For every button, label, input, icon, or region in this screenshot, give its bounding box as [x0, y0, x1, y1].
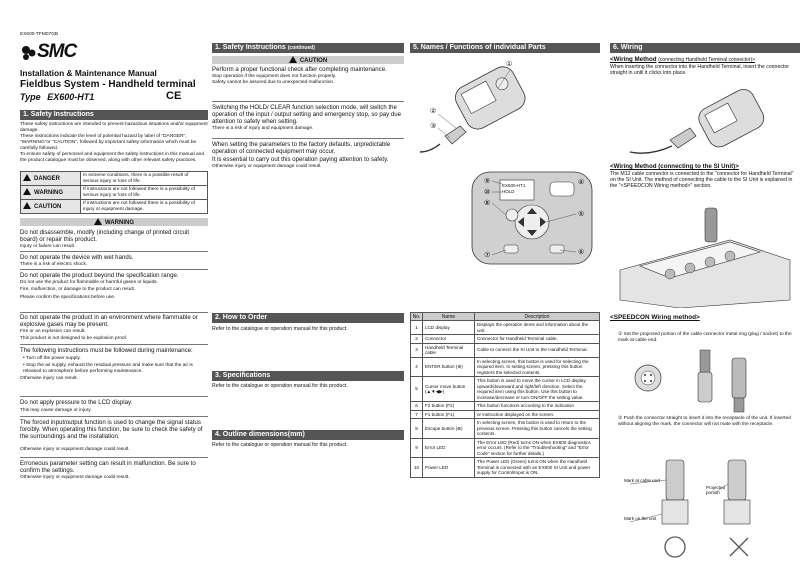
w8-main: Erroneous parameter setting can result in malfunction. Be sure to confirm the settings.: [20, 460, 196, 474]
divider: [212, 101, 404, 102]
w6-main: Do not apply pressure to the LCD display.: [20, 399, 133, 406]
w5-main: The following instructions must be followed during maintenance:: [20, 347, 193, 354]
wiring-method-2-text: The M12 cable connector is connected to the "connector for Handheld Terminal" on the SI Unit. The method of connecting the cable to the SI Unit is explained in the "<SPEEDCON Wiring method>" section.: [610, 171, 794, 190]
sec1-cont-label: 1. Safety Instructions: [215, 44, 286, 51]
parts-table-header: [411, 313, 600, 321]
c2-main: Switching the HOLD/ CLEAR function selection mode, will switch the operation of the input / output setting and emergency stop, so pay due attention to safety when setting.: [212, 104, 402, 125]
speedcon-title: [610, 314, 800, 321]
names-functions-title: 5. Names / Functions of individual Parts: [410, 43, 600, 53]
callout-8: ⑧: [484, 200, 491, 207]
callout-7: ⑦: [484, 252, 491, 259]
column-1: [20, 0, 208, 572]
title-line2: Fieldbus System - Handheld terminal: [20, 79, 196, 90]
w5-bullet-1: • Turn off the power supply.: [23, 356, 81, 361]
column-4: [610, 0, 800, 572]
ok-circle-icon: [665, 537, 685, 557]
signal-label: DANGER: [34, 176, 61, 183]
callout-6: ⑥: [578, 249, 585, 256]
speedcon-step-2: ② Push the connector straight to insert it into the receptacle of the unit. If inserted without aligning the mark, the connector will not mate with the receptacle.: [618, 416, 791, 427]
warning-triangle-icon: [23, 174, 31, 181]
safety-intro: These safety instructions are intended to prevent hazardous situations and/or equipment damage.: [20, 122, 208, 133]
w3-sub2: Fire, malfunction, or damage to the product can result.: [20, 287, 136, 292]
signal-text: In extreme conditions, there is a possible result of serious injury or loss of life.: [81, 172, 208, 186]
outline-title: 4. Outline dimensions(mm): [212, 430, 404, 440]
c1-sub2: Safety cannot be assured due to unexpected malfunction.: [212, 80, 335, 85]
title-line1: Installation & Maintenance Manual: [20, 68, 157, 78]
si-unit-figure: [610, 200, 800, 308]
connector-insert-figure: [610, 80, 800, 160]
label-mark-unit: Mark on the unit: [624, 516, 657, 521]
sec1-cont-title: [212, 43, 404, 53]
w4-sub: Fire or an explosion can result.: [20, 329, 86, 334]
table-row: 5 Cursor move button (▲▼◀▶) This button is used to move the cursor in LCD display upward/downward and right/left direction. Select the required item using this button. Use this button to increase/decrease or turn ON/OFF the setting value.: [411, 377, 600, 402]
ce-mark: CE: [166, 90, 182, 102]
th-name: Name: [423, 313, 475, 321]
how-to-order-title: 2. How to Order: [212, 313, 404, 323]
specifications-text: Refer to the catalogue or operation manual for this product.: [212, 383, 348, 389]
c3-sub: Otherwise injury or equipment damage could result.: [212, 164, 322, 169]
w8-sub: Otherwise injury or equipment damage could result.: [20, 475, 130, 480]
handheld-terminal-figure: [410, 56, 600, 156]
c2-sub: There is a risk of injury and equipment damage.: [212, 126, 314, 131]
w2-sub: There is a risk of electric shock.: [20, 262, 88, 267]
w4-main: Do not operate the product in an environment where flammable or explosive gases may be present.: [20, 314, 198, 328]
table-row: 8 Escape button (⊗) In selecting screen, this button is used to return to the previous screen. Pressing this button cancels the setting contents.: [411, 419, 600, 439]
screen-text-1: EX600-HT1: [502, 183, 526, 188]
signal-label: WARNING: [34, 190, 63, 197]
w5-bullet-2: • Stop the air supply, exhaust the residual pressure and make sure that the air is released to atmosphere before performing maintenance.: [23, 363, 193, 374]
wiring-title: 6. Wiring: [610, 43, 800, 53]
m2-title-label: <Wiring Method (connecting to the SI Unit)>: [610, 163, 739, 170]
outline-text: Refer to the catalogue or operation manual for this product.: [212, 442, 348, 448]
wiring-method-1-text: When inserting the connector into the Handheld Terminal, insert the connector straight in until it clicks into place.: [610, 64, 789, 77]
c3-main: When setting the parameters to the factory defaults, unpredictable operation of connected equipment may occur.: [212, 141, 391, 155]
table-row: 7 F1 button (F1) or instruction displayed on the screen.: [411, 410, 600, 419]
c3-main2: It is essential to carry out this operation paying attention to safety.: [212, 156, 389, 163]
m1-title-label: <Wiring Method: [610, 56, 657, 63]
w6-sub: This may cause damage or injury.: [20, 408, 92, 413]
wiring-method-1-title: [610, 56, 800, 63]
type-value: EX600-HT1: [47, 92, 95, 102]
divider: [212, 138, 404, 139]
w5-sub: Otherwise injury can result.: [20, 376, 78, 381]
w2-main: Do not operate the device with wet hands.: [20, 254, 134, 261]
warning-head: [20, 218, 208, 226]
table-row: 4 ENTER button (⊛) In selecting screen, this button is used for selecting the required item. In setting screen, pressing this button registers the selected contents.: [411, 357, 600, 377]
speedcon-step2-figure: [610, 440, 800, 565]
m1-title-small: (connecting Handheld Terminal connector)>: [658, 57, 756, 63]
c1-sub: Stop operation if the equipment does not function properly.: [212, 74, 337, 79]
warning-triangle-icon: [94, 218, 102, 225]
table-row: 1 LCD display Displays the operation items and information about the unit.: [411, 321, 600, 335]
divider: [20, 396, 208, 397]
w3-main: Do not operate the product beyond the specification range.: [20, 272, 179, 279]
sec1-title: 1. Safety Instructions: [20, 110, 208, 120]
w7-main: The forced input/output function is used to change the signal status forcibly. When operating this function, be sure to check the safety of the surroundings and the installation.: [20, 419, 203, 440]
smc-logo: [20, 42, 208, 64]
wiring-method-2-title: [610, 163, 800, 170]
warning-triangle-icon: [289, 56, 297, 63]
callout-4: ④: [578, 179, 585, 186]
th-no: No.: [411, 313, 423, 321]
signal-row-danger: [21, 172, 208, 186]
screen-text-2: HOLD: [502, 189, 515, 194]
callout-3: ③: [430, 123, 437, 130]
type-label: Type: [20, 92, 41, 102]
doc-code: EX600-TFM07GB: [20, 32, 59, 37]
signal-text: If instructions are not followed there is a possibility of serious injury or loss of life.: [81, 186, 208, 200]
caution-head: [212, 56, 404, 64]
column-3: [410, 0, 600, 572]
caution-head-label: CAUTION: [299, 58, 328, 64]
signal-text: If instructions are not followed there is a possibility of injury or equipment damage.: [81, 200, 208, 214]
signal-label: CAUTION: [34, 204, 62, 211]
specifications-title: 3. Specifications: [212, 371, 404, 381]
th-description: Description: [475, 313, 600, 321]
w4-sub2: This product is not designed to be explosion proof.: [20, 336, 128, 341]
brand-text: SMC: [37, 41, 77, 62]
signal-row-caution: [21, 200, 208, 214]
column-2: [212, 0, 404, 572]
table-row: 6 F2 button (F2) This button functions according to the indication: [411, 402, 600, 411]
signal-row-warning: [21, 186, 208, 200]
w3-sub: Do not use the product for flammable or harmful gases or liquids.: [20, 280, 158, 285]
table-row: 10 Power LED The Power LED (Green) turns ON when the Handheld Terminal is connected with an EX600 SI Unit and power supply for Control/Input is ON.: [411, 458, 600, 478]
label-mark-cable: Mark at cable end: [624, 478, 660, 483]
w7-sub: Otherwise injury or equipment damage could result.: [20, 447, 130, 452]
signal-word-table: [20, 171, 208, 214]
callout-5: ⑤: [578, 211, 585, 218]
how-to-order-text: Refer to the catalogue or operation manual for this product.: [212, 326, 348, 332]
warning-triangle-icon: [23, 202, 31, 209]
divider: [20, 457, 208, 458]
sec1-cont-small: (continued): [287, 45, 315, 51]
divider: [20, 344, 208, 345]
speedcon-step-1: ① Set the projected portion of the cable connector metal ring (plug / socket) to the mark at cable end.: [618, 332, 792, 343]
divider: [20, 269, 208, 270]
parts-table: [410, 312, 600, 478]
divider: [20, 312, 208, 313]
safety-intro-2: These instructions indicate the level of potential hazard by label of "DANGER", "WARNING"or "CAUTION", followed by important safety information which must be carefully followed.: [20, 134, 197, 151]
w1-main: Do not disassemble, modify (including change of printed circuit board) or repair this product.: [20, 229, 190, 243]
ng-symbol: [590, 0, 591, 1]
c1-main: Perform a proper functional check after completing maintenance.: [212, 66, 387, 73]
w1-sub: Injury or failure can result.: [20, 244, 76, 249]
divider: [20, 416, 208, 417]
label-projected: Projected portion: [706, 485, 726, 495]
w3-sub3: Please confirm the specifications before use.: [20, 295, 116, 300]
divider: [20, 251, 208, 252]
warning-head-label: WARNING: [105, 220, 134, 226]
ng-cross-icon: [730, 538, 748, 556]
table-row: 2 Connector Connector for Handheld Terminal cable.: [411, 335, 600, 344]
table-row: 9 Error LED The Error LED (Red) turns ON when EX600 diagnostics error occurs. (Refer to the "Troubleshooting" and "Error Code" section for further details.): [411, 438, 600, 458]
callout-1: ①: [506, 61, 513, 68]
table-row: 3 Handheld Terminal cable Cable to connect the SI Unit to the Handheld Terminal.: [411, 343, 600, 357]
callout-10: ⑩: [484, 189, 491, 196]
speedcon-step1-figure: [610, 348, 800, 414]
callout-9: ⑨: [484, 178, 491, 185]
callout-2: ②: [430, 108, 437, 115]
safety-intro-3: To ensure safety of personnel and equipment the safety instructions in this manual and the product catalogue must be observed, along with other relevant safety practices.: [20, 152, 204, 163]
speedcon-title-label: <SPEEDCON Wiring method>: [610, 314, 700, 321]
warning-triangle-icon: [23, 188, 31, 195]
